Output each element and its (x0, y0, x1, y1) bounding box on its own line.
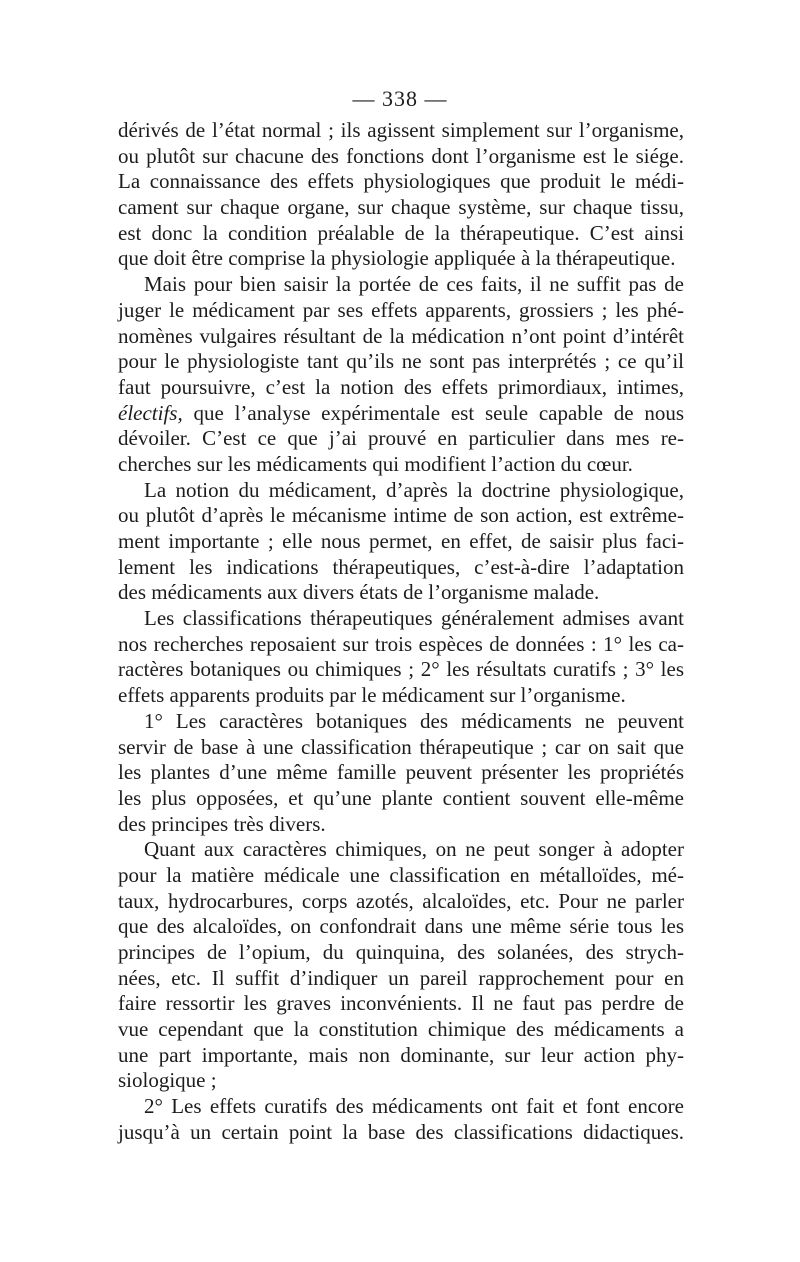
text-line: ment importante ; elle nous permet, en effet, de saisir plus faci- (118, 529, 684, 553)
text-line: ractères botaniques ou chimiques ; 2° les résultats curatifs ; 3° les (118, 657, 684, 682)
text-line: que doit être comprise la physiologie appliquée à la thérapeutique. (118, 246, 676, 271)
text-line: est donc la condition préalable de la thérapeutique. C’est ainsi (118, 220, 684, 245)
text-line: Mais pour bien saisir la portée de ces faits, il ne suffit pas de (144, 272, 684, 297)
text-line: cherches sur les médicaments qui modifient l’action du cœur. (118, 451, 633, 476)
text-line: faut poursuivre, c’est la notion des effets primordiaux, intimes, (118, 374, 684, 399)
text-line: principes de l’opium, du quinquina, des solanées, des strych- (118, 940, 684, 964)
text-line: une part importante, mais non dominante, sur leur action phy- (118, 1042, 684, 1067)
text-line: La connaissance des effets physiologiques que produit le médi- (118, 169, 684, 194)
text-line: servir de base à une classification thérapeutique ; car on sait que (118, 734, 684, 759)
text-line: juger le médicament par ses effets apparents, grossiers ; les phé- (118, 297, 684, 322)
text-line: dérivés de l’état normal ; ils agissent simplement sur l’organisme, (118, 118, 684, 142)
text-line: nos recherches reposaient sur trois espèces de données : 1° les ca- (118, 631, 684, 656)
body-text (118, 118, 684, 1146)
text-line: cament sur chaque organe, sur chaque système, sur chaque tissu, (118, 195, 684, 220)
text-line: La notion du médicament, d’après la doctrine physiologique, (144, 477, 684, 502)
text-line: 2° Les effets curatifs des médicaments ont fait et font encore (144, 1094, 684, 1119)
text-line: pour la matière médicale une classification en métalloïdes, mé- (118, 862, 684, 887)
text-line: siologique ; (118, 1068, 217, 1093)
text-line: ou plutôt d’après le mécanisme intime de son action, est extrême- (118, 503, 684, 528)
text-line: des principes très divers. (118, 811, 326, 836)
text-line: ou plutôt sur chacune des fonctions dont l’organisme est le siége. (118, 143, 684, 168)
text-line: 1° Les caractères botaniques des médicaments ne peuvent (144, 708, 684, 733)
text-line: électifs, que l’analyse expérimentale est seule capable de nous (118, 400, 684, 425)
text-line: jusqu’à un certain point la base des classifications didactiques. (118, 1119, 684, 1144)
text-line: dévoiler. C’est ce que j’ai prouvé en particulier dans mes re- (118, 426, 684, 451)
page-number: — 338 — (352, 86, 448, 111)
text-line: Les classifications thérapeutiques généralement admises avant (144, 606, 684, 631)
emphasized-word: électifs, (118, 400, 183, 425)
text-line: des médicaments aux divers états de l’organisme malade. (118, 580, 600, 605)
text-line: nées, etc. Il suffit d’indiquer un pareil rapprochement pour en (118, 965, 684, 990)
text-line: vue cependant que la constitution chimique des médicaments a (118, 1017, 684, 1042)
text-line: nomènes vulgaires résultant de la médication n’ont point d’intérêt (118, 323, 684, 348)
text-line: Quant aux caractères chimiques, on ne peut songer à adopter (144, 837, 684, 862)
text-line: que des alcaloïdes, on confondrait dans une même série tous les (118, 914, 684, 939)
text-line: les plantes d’une même famille peuvent présenter les propriétés (118, 760, 684, 785)
text-line: lement les indications thérapeutiques, c’est-à-dire l’adaptation (118, 554, 684, 579)
text-line: faire ressortir les graves inconvénients. Il ne faut pas perdre de (118, 991, 684, 1016)
text-line: taux, hydrocarbures, corps azotés, alcaloïdes, etc. Pour ne parler (118, 888, 684, 913)
text-line: pour le physiologiste tant qu’ils ne sont pas interprétés ; ce qu’il (118, 349, 684, 374)
text-line: effets apparents produits par le médicament sur l’organisme. (118, 683, 626, 708)
text-line: les plus opposées, et qu’une plante contient souvent elle-même (118, 785, 684, 810)
